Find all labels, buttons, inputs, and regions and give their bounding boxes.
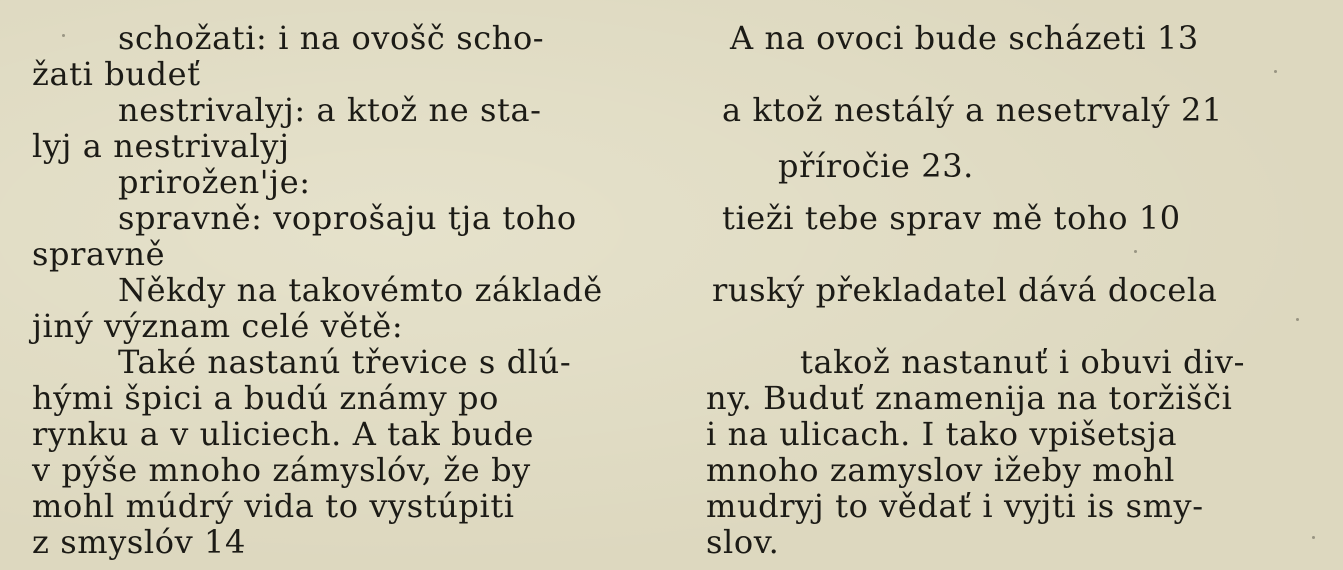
left-line-6: spravně: voprošaju tja toho bbox=[118, 199, 577, 237]
right-line-6: takož nastanuť i obuvi div- bbox=[800, 343, 1245, 381]
left-line-3: nestrivalyj: a ktož ne sta- bbox=[118, 91, 542, 129]
paper-speck bbox=[1274, 70, 1277, 73]
left-line-5: prirožen'je: bbox=[118, 163, 311, 201]
right-line-10: mudryj to vědať i vyjti is smy- bbox=[706, 487, 1204, 525]
right-line-11: slov. bbox=[706, 523, 780, 561]
right-line-1: A na ovoci bude scházeti 13 bbox=[730, 19, 1199, 57]
paper-speck bbox=[62, 34, 65, 37]
left-line-7: spravně bbox=[32, 235, 166, 273]
right-line-5: ruský překladatel dává docela bbox=[712, 271, 1218, 309]
left-line-15: z smyslóv 14 bbox=[32, 523, 246, 561]
paper-speck bbox=[1312, 536, 1315, 539]
left-line-8: Někdy na takovémto základě bbox=[118, 271, 603, 309]
paper-speck bbox=[1296, 318, 1299, 321]
left-line-12: rynku a v uliciech. A tak bude bbox=[32, 415, 534, 453]
left-line-11: hými špici a budú známy po bbox=[32, 379, 500, 417]
left-line-14: mohl múdrý vida to vystúpiti bbox=[32, 487, 515, 525]
right-line-3: příročie 23. bbox=[778, 147, 974, 185]
right-line-2: a ktož nestálý a nesetrvalý 21 bbox=[722, 91, 1223, 129]
left-line-13: v pýše mnoho zámyslóv, že by bbox=[32, 451, 531, 489]
right-line-7: ny. Buduť znamenija na toržišči bbox=[706, 379, 1233, 417]
left-line-1: schožati: i na ovošč scho- bbox=[118, 19, 545, 57]
left-line-4: lyj a nestrivalyj bbox=[32, 127, 290, 165]
left-line-10: Také nastanú třevice s dlú- bbox=[118, 343, 572, 381]
left-line-2: žati budeť bbox=[32, 55, 201, 93]
paper-speck bbox=[1134, 250, 1137, 253]
right-line-8: i na ulicach. I tako vpišetsja bbox=[706, 415, 1178, 453]
right-line-9: mnoho zamyslov ižeby mohl bbox=[706, 451, 1176, 489]
right-line-4: tieži tebe sprav mě toho 10 bbox=[722, 199, 1181, 237]
left-line-9: jiný význam celé větě: bbox=[32, 307, 404, 345]
